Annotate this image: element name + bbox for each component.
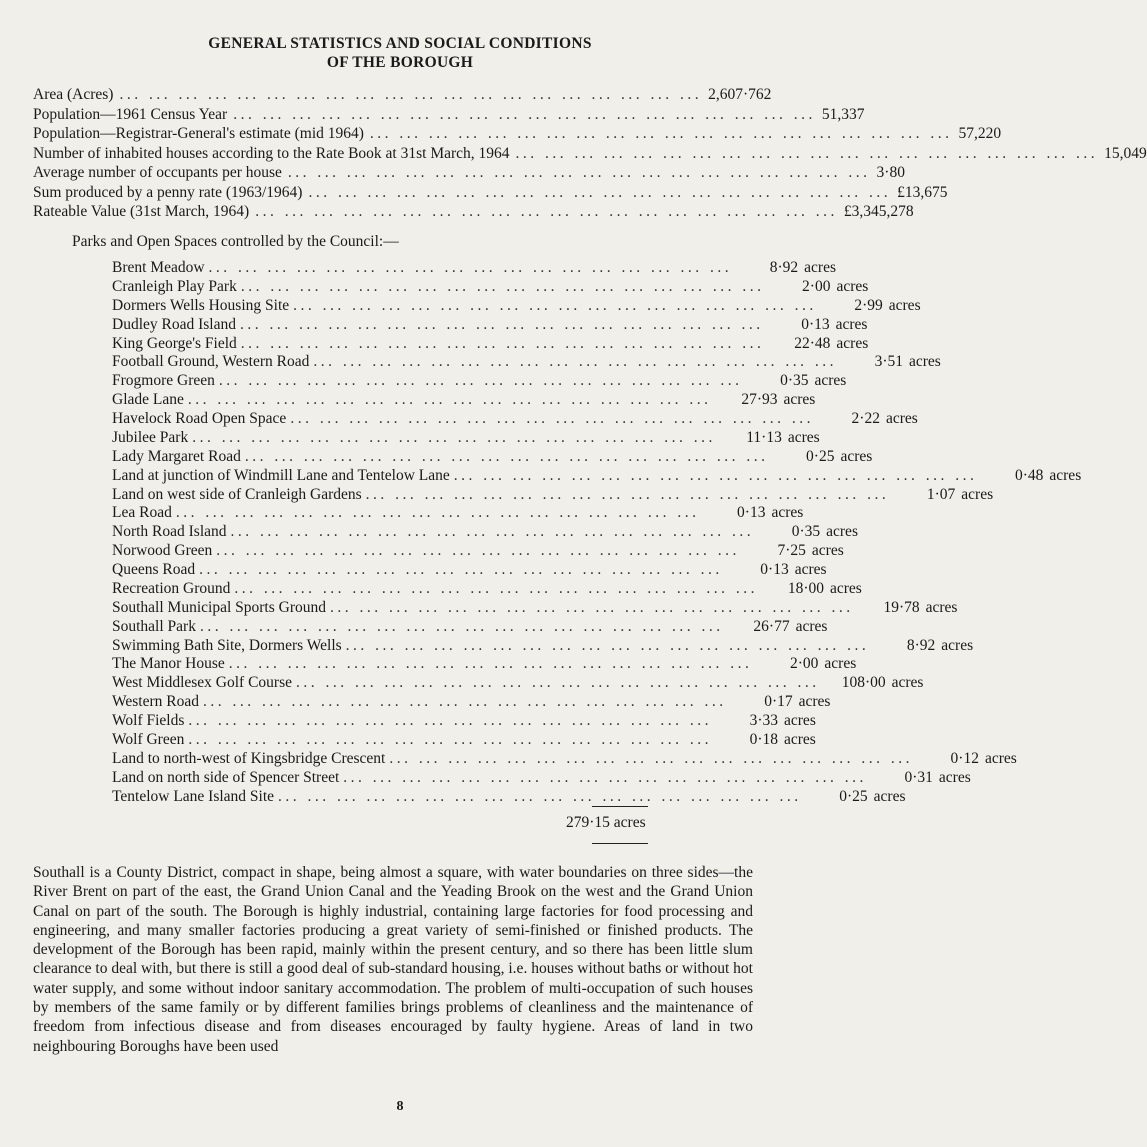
stat-row [33,164,905,184]
park-name: Lea Road [112,504,172,522]
park-row [112,768,971,788]
park-unit: acres [784,712,816,729]
park-name: Dormers Wells Housing Site [112,296,290,314]
dot-leader: ... ... ... ... ... ... ... ... ... ... ... ... ... ... ... ... ... ... [239,315,764,333]
park-name: Southall Municipal Sports Ground [112,598,326,616]
park-unit: acres [984,749,1017,767]
park-unit: acres [938,768,971,786]
park-row [112,749,1017,769]
stat-row [33,203,914,223]
park-unit: acres [925,598,958,616]
park-row [112,277,869,297]
park-unit: acres [794,561,827,578]
park-row [112,561,827,580]
park-row [112,259,837,278]
stat-label: Population—Registrar-General's estimate (mid 1964) [33,125,364,142]
park-row [112,428,820,448]
dot-leader: ... ... ... ... ... ... ... ... ... ... ... ... ... ... ... ... ... ... [199,561,723,578]
park-unit: acres [798,693,831,711]
park-name: Glade Lane [112,391,184,409]
park-row [112,598,958,618]
park-name: Western Road [112,693,199,711]
dot-leader: ... ... ... ... ... ... ... ... ... ... ... ... ... ... ... ... ... ... [175,504,700,522]
dot-leader: ... ... ... ... ... ... ... ... ... ... ... ... ... ... ... ... ... ... [290,410,814,427]
dot-leader: ... ... ... ... ... ... ... ... ... ... ... ... ... ... ... ... ... ... ... ... [515,144,1099,162]
park-name: Frogmore Green [112,372,215,390]
total-rule-bottom [592,843,648,844]
park-unit: acres [840,447,873,465]
park-row [112,636,974,656]
title-line-2: OF THE BOROUGH [326,54,474,71]
parks-intro: Parks and Open Spaces controlled by the Council:— [72,233,399,250]
dot-leader: ... ... ... ... ... ... ... ... ... ... ... ... ... ... ... ... ... ... [329,598,854,616]
stat-row [33,183,948,204]
park-acres: 0·12 [950,749,979,767]
park-name: North Road Island [112,523,227,541]
park-row [112,447,873,467]
park-acres: 8·92 [769,259,799,276]
dot-leader: ... ... ... ... ... ... ... ... ... ... ... ... ... ... ... ... ... ... [389,749,913,767]
stat-label: Rateable Value (31st March, 1964) [33,203,250,220]
park-acres: 27·93 [741,391,778,409]
park-acres: 3·51 [874,353,903,371]
dot-leader: ... ... ... ... ... ... ... ... ... ... ... ... ... ... ... ... ... ... [228,655,753,673]
park-name: Football Ground, Western Road [112,353,310,371]
stat-value: 15,049 [1104,144,1147,162]
park-unit: acres [909,353,941,371]
park-name: Queens Road [112,561,196,578]
park-acres: 0·35 [780,372,809,390]
dot-leader: ... ... ... ... ... ... ... ... ... ... ... ... ... ... ... ... ... ... [199,617,724,635]
park-acres: 0·35 [791,523,821,541]
total-rule-top [592,806,648,807]
park-unit: acres [824,655,857,673]
park-unit: acres [787,428,820,446]
general-statistics-list [33,86,1147,223]
dot-leader: ... ... ... ... ... ... ... ... ... ... ... ... ... ... ... ... ... ... [313,353,837,371]
parks-list [112,259,1082,806]
park-unit: acres [885,410,918,427]
park-name: Land on north side of Spencer Street [112,768,340,786]
park-row [112,504,804,523]
park-row [112,542,844,561]
parks-total: 279·15 acres [566,814,646,831]
park-unit: acres [795,617,828,635]
park-acres: 19·78 [883,598,920,616]
park-row [112,617,828,637]
park-row [112,391,816,410]
park-acres: 0·25 [839,787,868,805]
park-row [112,334,869,354]
park-name: Tentelow Lane Island Site [112,787,275,805]
park-row [112,787,906,807]
stat-row [33,86,772,106]
park-unit: acres [811,542,844,560]
dot-leader: ... ... ... ... ... ... ... ... ... ... ... ... ... ... ... ... ... ... [208,259,733,276]
park-row [112,296,921,316]
park-unit: acres [1049,466,1082,484]
park-acres: 2·22 [851,410,880,427]
park-row [112,693,831,712]
park-row [112,523,858,542]
park-name: Swimming Bath Site, Dormers Wells [112,636,342,654]
dot-leader: ... ... ... ... ... ... ... ... ... ... ... ... ... ... ... ... ... ... [365,485,890,503]
park-acres: 2·00 [802,277,831,295]
park-unit: acres [888,296,921,314]
dot-leader: ... ... ... ... ... ... ... ... ... ... ... ... ... ... ... ... ... ... [345,636,870,654]
park-acres: 22·48 [794,334,831,352]
dot-leader: ... ... ... ... ... ... ... ... ... ... ... ... ... ... ... ... ... ... ... ... [119,86,703,103]
dot-leader: ... ... ... ... ... ... ... ... ... ... ... ... ... ... ... ... ... ... ... ... [287,164,871,181]
park-unit: acres [873,787,906,805]
dot-leader: ... ... ... ... ... ... ... ... ... ... ... ... ... ... ... ... ... ... [244,447,769,465]
park-acres: 0·17 [764,693,793,711]
page-title [0,34,800,72]
park-acres: 108·00 [841,674,886,692]
park-row [112,315,868,335]
park-acres: 0·13 [760,561,789,578]
park-acres: 8·92 [906,636,936,654]
park-acres: 0·48 [1014,466,1044,484]
dot-leader: ... ... ... ... ... ... ... ... ... ... ... ... ... ... ... ... ... ... ... ... [369,125,953,142]
park-unit: acres [941,636,974,654]
dot-leader: ... ... ... ... ... ... ... ... ... ... ... ... ... ... ... ... ... ... [343,768,867,786]
stat-value: 2,607·762 [708,86,772,103]
park-name: Land at junction of Windmill Lane and Tentelow Lane [112,466,450,484]
park-row [112,353,941,372]
dot-leader: ... ... ... ... ... ... ... ... ... ... ... ... ... ... ... ... ... ... ... ... [308,183,892,201]
dot-leader: ... ... ... ... ... ... ... ... ... ... ... ... ... ... ... ... ... ... [293,296,817,314]
park-row [112,372,847,391]
park-unit: acres [836,334,869,352]
park-name: Southall Park [112,617,196,635]
dot-leader: ... ... ... ... ... ... ... ... ... ... ... ... ... ... ... ... ... ... [234,579,758,597]
stat-label: Area (Acres) [33,86,114,103]
park-name: West Middlesex Golf Course [112,674,292,692]
stat-value: 3·80 [876,164,905,181]
park-acres: 3·33 [749,712,779,729]
park-row [112,410,918,429]
stat-label: Population—1961 Census Year [33,105,228,123]
dot-leader: ... ... ... ... ... ... ... ... ... ... ... ... ... ... ... ... ... ... [240,334,765,352]
park-name: King George's Field [112,334,237,352]
stat-value: 57,220 [958,125,1002,142]
park-unit: acres [783,730,816,748]
park-row [112,712,816,731]
stat-row [33,125,1002,145]
park-name: Land to north-west of Kingsbridge Crescent [112,749,386,767]
dot-leader: ... ... ... ... ... ... ... ... ... ... ... ... ... ... ... ... ... ... [188,712,713,729]
stat-value: £3,345,278 [843,203,914,220]
stat-label: Number of inhabited houses according to the Rate Book at 31st March, 1964 [33,144,510,162]
park-unit: acres [826,523,858,541]
park-name: Jubilee Park [112,428,189,446]
park-row [112,485,994,505]
park-unit: acres [830,579,862,597]
park-acres: 0·25 [806,447,835,465]
park-row [112,579,862,599]
park-unit: acres [814,372,847,390]
dot-leader: ... ... ... ... ... ... ... ... ... ... ... ... ... ... ... ... ... ... ... ... [233,105,816,123]
stat-label: Sum produced by a penny rate (1963/1964) [33,183,303,201]
park-unit: acres [891,674,924,692]
dot-leader: ... ... ... ... ... ... ... ... ... ... ... ... ... ... ... ... ... ... [240,277,765,295]
park-name: Cranleigh Play Park [112,277,237,295]
park-acres: 7·25 [777,542,806,560]
park-name: Lady Margaret Road [112,447,241,465]
park-acres: 0·31 [904,768,933,786]
dot-leader: ... ... ... ... ... ... ... ... ... ... ... ... ... ... ... ... ... ... [203,693,727,711]
park-unit: acres [961,485,994,503]
park-acres: 2·99 [854,296,883,314]
stat-row [33,144,1147,165]
park-acres: 2·00 [789,655,819,673]
dot-leader: ... ... ... ... ... ... ... ... ... ... ... ... ... ... ... ... ... ... ... ... [255,203,838,220]
park-unit: acres [835,315,868,333]
dot-leader: ... ... ... ... ... ... ... ... ... ... ... ... ... ... ... ... ... ... [216,542,740,560]
park-acres: 26·77 [753,617,790,635]
stat-row [33,105,865,126]
park-acres: 18·00 [787,579,824,597]
park-acres: 1·07 [926,485,956,503]
stat-value: 51,337 [821,105,865,123]
dot-leader: ... ... ... ... ... ... ... ... ... ... ... ... ... ... ... ... ... ... [192,428,716,446]
park-name: Brent Meadow [112,259,205,276]
dot-leader: ... ... ... ... ... ... ... ... ... ... ... ... ... ... ... ... ... ... [296,674,820,692]
park-unit: acres [783,391,816,409]
stat-value: £13,675 [897,183,948,201]
park-acres: 0·18 [749,730,778,748]
park-name: Wolf Green [112,730,185,748]
park-name: Dudley Road Island [112,315,236,333]
park-name: Wolf Fields [112,712,185,729]
park-name: Norwood Green [112,542,213,560]
park-row [112,466,1082,486]
park-name: Land on west side of Cranleigh Gardens [112,485,362,503]
park-acres: 11·13 [746,428,782,446]
dot-leader: ... ... ... ... ... ... ... ... ... ... ... ... ... ... ... ... ... ... [230,523,755,541]
dot-leader: ... ... ... ... ... ... ... ... ... ... ... ... ... ... ... ... ... ... [453,466,978,484]
park-row [112,674,924,693]
dot-leader: ... ... ... ... ... ... ... ... ... ... ... ... ... ... ... ... ... ... [187,391,712,409]
borough-description-paragraph: Southall is a County District, compact in shape, being almost a square, with water boundaries on three sides—the River Brent on part of the east, the Grand Union Canal and the Yeading Brook on the west and the Grand Union Canal on part of the south. The Borough is highly industrial, containing large factories for food processing and engineering, and many smaller factories producing a great variety of semi-finished or finished products. The development of the Borough has been rapid, mainly within the present century, and so there has been little slum clearance to deal with, but there is still a good deal of sub-standard housing, i.e. houses without baths or without hot water supply, and some without indoor sanitary accommodation. The problem of multi-occupation of such houses by members of the same family or by different families brings problems of cleanliness and the maintenance of freedom from infectious disease and from diseases encouraged by faulty hygiene. Areas of land in two neighbouring Boroughs have been used [33,864,753,1055]
title-line-1: GENERAL STATISTICS AND SOCIAL CONDITIONS [208,35,592,52]
page-number: 8 [396,1099,404,1114]
stat-label: Average number of occupants per house [33,164,282,181]
park-unit: acres [771,504,804,522]
dot-leader: ... ... ... ... ... ... ... ... ... ... ... ... ... ... ... ... ... ... [278,787,802,805]
park-acres: 0·13 [737,504,766,522]
park-name: Havelock Road Open Space [112,410,287,427]
dot-leader: ... ... ... ... ... ... ... ... ... ... ... ... ... ... ... ... ... ... [188,730,712,748]
park-name: Recreation Ground [112,579,231,597]
park-row [112,655,857,674]
park-row [112,730,816,750]
park-acres: 0·13 [801,315,830,333]
dot-leader: ... ... ... ... ... ... ... ... ... ... ... ... ... ... ... ... ... ... [218,372,743,390]
park-unit: acres [804,259,837,276]
park-name: The Manor House [112,655,225,673]
park-unit: acres [836,277,869,295]
